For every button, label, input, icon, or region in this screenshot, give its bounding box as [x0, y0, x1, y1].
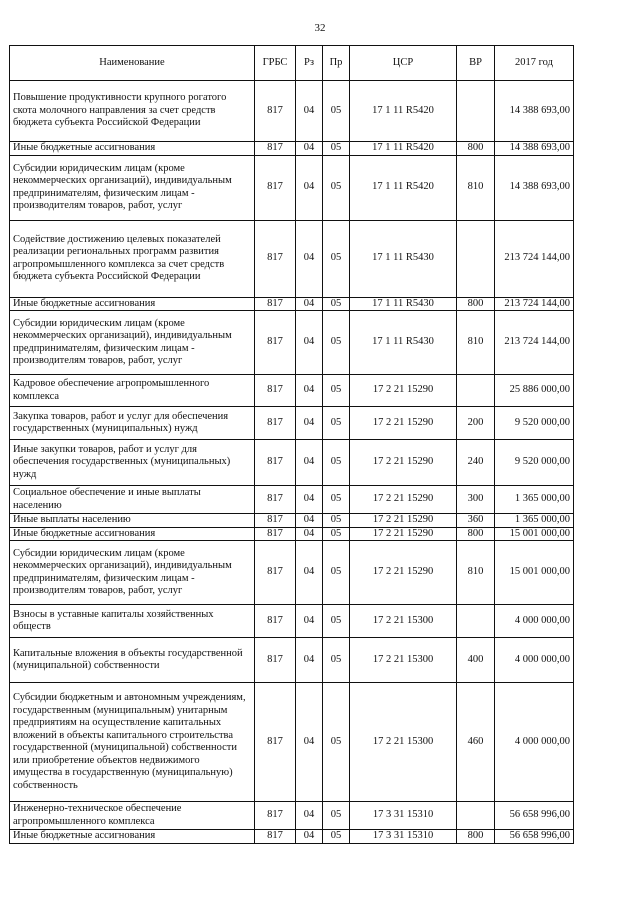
- cell-name: Субсидии юридическим лицам (кроме некоммерческих организаций), индивидуальным предпринимателям, физическим лицам - производителям товаров, работ, услуг: [10, 541, 255, 605]
- cell-rz: 04: [296, 638, 323, 683]
- cell-csr: 17 1 11 R5430: [350, 220, 457, 297]
- cell-grbs: 817: [255, 541, 296, 605]
- cell-vr: 460: [457, 683, 495, 802]
- cell-vr: 300: [457, 486, 495, 514]
- cell-name: Субсидии юридическим лицам (кроме некоммерческих организаций), индивидуальным предпринимателям, физическим лицам - производителям товаров, работ, услуг: [10, 155, 255, 220]
- cell-rz: 04: [296, 683, 323, 802]
- cell-amount: 15 001 000,00: [495, 541, 574, 605]
- table-row: [10, 142, 574, 156]
- cell-pr: 05: [323, 638, 350, 683]
- cell-name: Иные бюджетные ассигнования: [10, 297, 255, 311]
- cell-csr: 17 1 11 R5420: [350, 142, 457, 156]
- header-pr: Пр: [323, 46, 350, 81]
- cell-name: Субсидии бюджетным и автономным учреждениям, государственным (муниципальным) унитарным предприятиям на осуществление капитальных вложений в объекты капитального строительства государственной (муниципальной) собственности или приобретение объектов недвижимого имущества в государственную (муниципальную) собственность: [10, 683, 255, 802]
- cell-vr: 400: [457, 638, 495, 683]
- budget-table: [9, 45, 574, 844]
- cell-grbs: 817: [255, 802, 296, 830]
- cell-amount: 4 000 000,00: [495, 605, 574, 638]
- table-row: [10, 830, 574, 844]
- cell-csr: 17 1 11 R5420: [350, 81, 457, 142]
- cell-pr: 05: [323, 311, 350, 375]
- header-amount: 2017 год: [495, 46, 574, 81]
- cell-vr: 800: [457, 830, 495, 844]
- cell-pr: 05: [323, 605, 350, 638]
- table-row: [10, 527, 574, 541]
- cell-name: Кадровое обеспечение агропромышленного комплекса: [10, 375, 255, 407]
- cell-vr: [457, 802, 495, 830]
- cell-vr: 240: [457, 440, 495, 486]
- cell-rz: 04: [296, 486, 323, 514]
- table-row: [10, 638, 574, 683]
- cell-grbs: 817: [255, 81, 296, 142]
- cell-pr: 05: [323, 514, 350, 528]
- cell-amount: 56 658 996,00: [495, 830, 574, 844]
- cell-csr: 17 1 11 R5430: [350, 297, 457, 311]
- cell-grbs: 817: [255, 638, 296, 683]
- cell-grbs: 817: [255, 155, 296, 220]
- cell-csr: 17 2 21 15290: [350, 407, 457, 440]
- table-row: [10, 486, 574, 514]
- table-header-row: [10, 46, 574, 81]
- cell-amount: 1 365 000,00: [495, 514, 574, 528]
- cell-amount: 9 520 000,00: [495, 440, 574, 486]
- cell-name: Иные выплаты населению: [10, 514, 255, 528]
- cell-grbs: 817: [255, 407, 296, 440]
- cell-name: Содействие достижению целевых показателей реализации региональных программ развития агропромышленного комплекса за счет средств бюджета субъекта Российской Федерации: [10, 220, 255, 297]
- cell-grbs: 817: [255, 220, 296, 297]
- cell-pr: 05: [323, 541, 350, 605]
- cell-rz: 04: [296, 155, 323, 220]
- table-row: [10, 683, 574, 802]
- cell-vr: 800: [457, 527, 495, 541]
- cell-rz: 04: [296, 375, 323, 407]
- cell-name: Инженерно-техническое обеспечение агропромышленного комплекса: [10, 802, 255, 830]
- cell-name: Субсидии юридическим лицам (кроме некоммерческих организаций), индивидуальным предпринимателям, физическим лицам - производителям товаров, работ, услуг: [10, 311, 255, 375]
- table-row: [10, 514, 574, 528]
- header-vr: ВР: [457, 46, 495, 81]
- cell-name: Социальное обеспечение и иные выплаты населению: [10, 486, 255, 514]
- table-row: [10, 407, 574, 440]
- table-row: [10, 220, 574, 297]
- cell-amount: 213 724 144,00: [495, 311, 574, 375]
- cell-amount: 213 724 144,00: [495, 297, 574, 311]
- cell-csr: 17 2 21 15290: [350, 514, 457, 528]
- cell-csr: 17 3 31 15310: [350, 802, 457, 830]
- cell-pr: 05: [323, 486, 350, 514]
- cell-amount: 4 000 000,00: [495, 638, 574, 683]
- cell-csr: 17 2 21 15290: [350, 440, 457, 486]
- cell-grbs: 817: [255, 311, 296, 375]
- cell-pr: 05: [323, 155, 350, 220]
- cell-amount: 14 388 693,00: [495, 142, 574, 156]
- cell-grbs: 817: [255, 527, 296, 541]
- table-row: [10, 440, 574, 486]
- cell-pr: 05: [323, 297, 350, 311]
- cell-vr: 800: [457, 297, 495, 311]
- cell-pr: 05: [323, 407, 350, 440]
- cell-rz: 04: [296, 220, 323, 297]
- cell-vr: 810: [457, 311, 495, 375]
- cell-vr: [457, 605, 495, 638]
- cell-csr: 17 2 21 15300: [350, 605, 457, 638]
- cell-rz: 04: [296, 297, 323, 311]
- cell-csr: 17 1 11 R5420: [350, 155, 457, 220]
- cell-pr: 05: [323, 830, 350, 844]
- cell-pr: 05: [323, 220, 350, 297]
- cell-rz: 04: [296, 81, 323, 142]
- cell-amount: 15 001 000,00: [495, 527, 574, 541]
- cell-grbs: 817: [255, 605, 296, 638]
- cell-pr: 05: [323, 81, 350, 142]
- cell-pr: 05: [323, 683, 350, 802]
- table-row: [10, 541, 574, 605]
- cell-grbs: 817: [255, 375, 296, 407]
- cell-pr: 05: [323, 375, 350, 407]
- cell-amount: 25 886 000,00: [495, 375, 574, 407]
- cell-vr: 810: [457, 155, 495, 220]
- cell-csr: 17 2 21 15290: [350, 486, 457, 514]
- header-name: Наименование: [10, 46, 255, 81]
- cell-csr: 17 3 31 15310: [350, 830, 457, 844]
- cell-grbs: 817: [255, 683, 296, 802]
- cell-amount: 1 365 000,00: [495, 486, 574, 514]
- cell-grbs: 817: [255, 514, 296, 528]
- cell-rz: 04: [296, 527, 323, 541]
- cell-grbs: 817: [255, 830, 296, 844]
- cell-vr: [457, 375, 495, 407]
- cell-rz: 04: [296, 514, 323, 528]
- cell-name: Иные бюджетные ассигнования: [10, 830, 255, 844]
- cell-vr: [457, 220, 495, 297]
- cell-vr: 810: [457, 541, 495, 605]
- cell-vr: 800: [457, 142, 495, 156]
- cell-vr: 360: [457, 514, 495, 528]
- cell-csr: 17 2 21 15300: [350, 638, 457, 683]
- cell-pr: 05: [323, 802, 350, 830]
- cell-csr: 17 1 11 R5430: [350, 311, 457, 375]
- cell-grbs: 817: [255, 486, 296, 514]
- table-body: [10, 81, 574, 844]
- cell-name: Закупка товаров, работ и услуг для обеспечения государственных (муниципальных) нужд: [10, 407, 255, 440]
- cell-amount: 4 000 000,00: [495, 683, 574, 802]
- header-rz: Рз: [296, 46, 323, 81]
- table-row: [10, 375, 574, 407]
- cell-name: Взносы в уставные капиталы хозяйственных обществ: [10, 605, 255, 638]
- cell-amount: 56 658 996,00: [495, 802, 574, 830]
- table-row: [10, 297, 574, 311]
- cell-rz: 04: [296, 142, 323, 156]
- cell-name: Капитальные вложения в объекты государственной (муниципальной) собственности: [10, 638, 255, 683]
- cell-vr: [457, 81, 495, 142]
- cell-amount: 9 520 000,00: [495, 407, 574, 440]
- header-csr: ЦСР: [350, 46, 457, 81]
- cell-rz: 04: [296, 407, 323, 440]
- cell-vr: 200: [457, 407, 495, 440]
- cell-rz: 04: [296, 802, 323, 830]
- cell-pr: 05: [323, 527, 350, 541]
- cell-name: Иные закупки товаров, работ и услуг для обеспечения государственных (муниципальных) нужд: [10, 440, 255, 486]
- cell-rz: 04: [296, 440, 323, 486]
- cell-amount: 213 724 144,00: [495, 220, 574, 297]
- cell-grbs: 817: [255, 142, 296, 156]
- cell-name: Иные бюджетные ассигнования: [10, 527, 255, 541]
- table-row: [10, 155, 574, 220]
- cell-name: Повышение продуктивности крупного рогатого скота молочного направления за счет средств бюджета субъекта Российской Федерации: [10, 81, 255, 142]
- cell-csr: 17 2 21 15300: [350, 683, 457, 802]
- table-row: [10, 81, 574, 142]
- table-row: [10, 802, 574, 830]
- cell-pr: 05: [323, 142, 350, 156]
- cell-grbs: 817: [255, 440, 296, 486]
- cell-rz: 04: [296, 830, 323, 844]
- cell-amount: 14 388 693,00: [495, 155, 574, 220]
- cell-pr: 05: [323, 440, 350, 486]
- cell-rz: 04: [296, 311, 323, 375]
- cell-amount: 14 388 693,00: [495, 81, 574, 142]
- cell-rz: 04: [296, 605, 323, 638]
- cell-rz: 04: [296, 541, 323, 605]
- cell-csr: 17 2 21 15290: [350, 527, 457, 541]
- cell-csr: 17 2 21 15290: [350, 541, 457, 605]
- table-row: [10, 311, 574, 375]
- cell-csr: 17 2 21 15290: [350, 375, 457, 407]
- header-grbs: ГРБС: [255, 46, 296, 81]
- cell-grbs: 817: [255, 297, 296, 311]
- table-row: [10, 605, 574, 638]
- cell-name: Иные бюджетные ассигнования: [10, 142, 255, 156]
- page-number: 32: [314, 22, 326, 34]
